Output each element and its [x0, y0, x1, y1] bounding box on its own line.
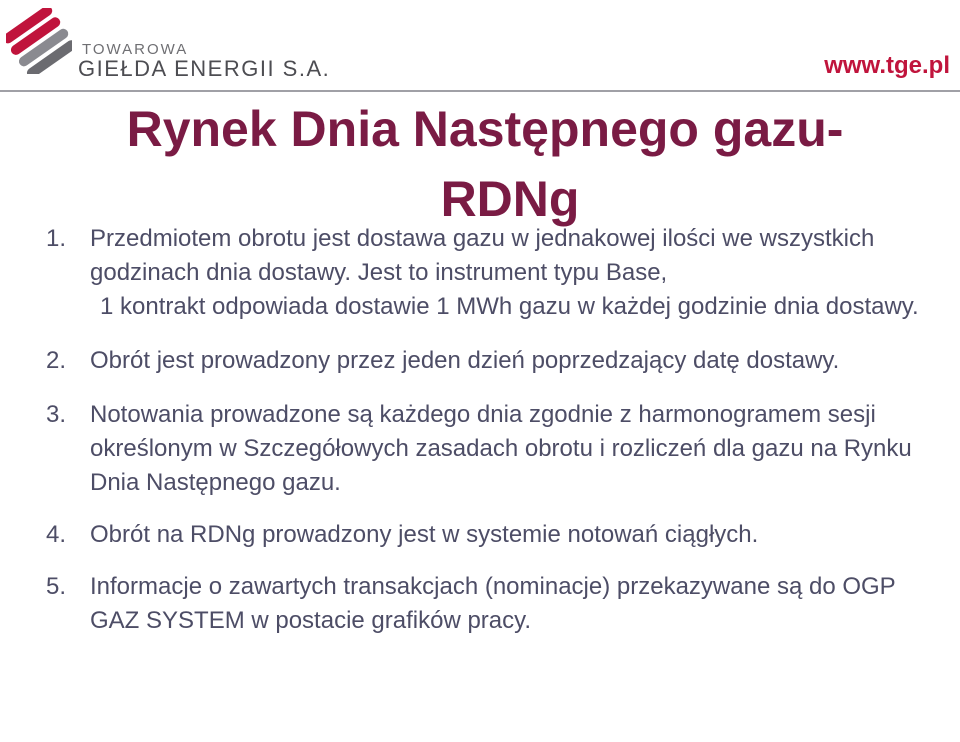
- list-item: [46, 570, 926, 638]
- title-line-1: Rynek Dnia Następnego gazu-: [126, 101, 844, 157]
- list-item-number: 2.: [46, 347, 67, 374]
- tge-logo: [6, 8, 366, 81]
- logo-text-line1: TOWAROWA: [82, 41, 189, 58]
- tge-logo-icon: [6, 8, 72, 74]
- list-item-text: Obrót jest prowadzony przez jeden dzień poprzedzający datę dostawy.: [90, 347, 840, 374]
- list-item-subtext: 1 kontrakt odpowiada dostawie 1 MWh gazu w każdej godzinie dnia dostawy.: [100, 293, 919, 320]
- list-item: [46, 222, 926, 324]
- website-url[interactable]: www.tge.pl: [824, 52, 950, 79]
- list-item-number: 1.: [46, 225, 67, 252]
- logo-text-line2: GIEŁDA ENERGII S.A.: [78, 56, 331, 81]
- slide-title: [0, 94, 960, 234]
- list-item-text: Przedmiotem obrotu jest dostawa gazu w jednakowej ilości we wszystkich godzinach dnia dostawy. Jest to instrument typu Base,: [90, 225, 875, 286]
- list-item-text: Informacje o zawartych transakcjach (nominacje) przekazywane są do OGP GAZ SYSTEM w postacie grafików pracy.: [90, 573, 896, 634]
- list-item-text: Obrót na RDNg prowadzony jest w systemie notowań ciągłych.: [90, 521, 759, 548]
- list-item-text: Notowania prowadzone są każdego dnia zgodnie z harmonogramem sesji określonym w Szczegółowych zasadach obrotu i rozliczeń dla gazu na Rynku Dnia Następnego gazu.: [90, 401, 912, 496]
- list-item: [46, 344, 926, 378]
- title-line-2: RDNg: [440, 171, 580, 227]
- list-item-number: 5.: [46, 573, 67, 600]
- list-item-number: 4.: [46, 521, 67, 548]
- list-item: [46, 518, 926, 552]
- list-item: [46, 398, 926, 500]
- numbered-list: [46, 222, 926, 638]
- header-divider: [0, 90, 960, 92]
- list-item-number: 3.: [46, 401, 67, 428]
